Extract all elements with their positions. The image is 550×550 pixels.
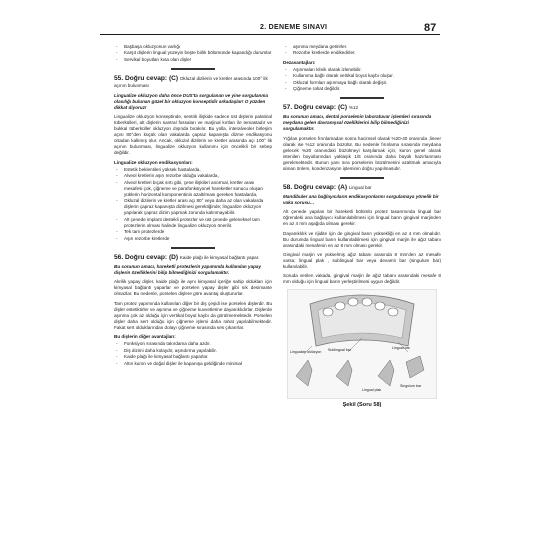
answer-55-intro: Lingualize okluzyon daha önce DUS'ta sorgulanan ve yine sorgulanma olasılığı bulunan güzel bir okluzyon konseptidir arkadaşlar! O yüzden dikkat diyoruz!: [114, 92, 268, 110]
advantages-list: [114, 341, 272, 367]
answer-58-intro: Mandibuler ana bağlayıcıların endikasyonlarını sorgulamaya yönelik bir vaka sorusu…: [283, 194, 439, 206]
list-item: - Diş dizimi daha kolaydır, aşındırma yapılabilir.: [114, 348, 272, 354]
disadvantages-list: [283, 67, 441, 93]
list-item: - aşınma meydana getirirler.: [283, 44, 441, 50]
answer-note: Kaide plağı ile kimyasal bağlantı yapar.: [179, 254, 260, 260]
section-divider: [171, 247, 215, 249]
answer-57-paragraph: Yığılan porselen fırınlamadan sonra hacimsel olarak %20-40 oranında ,lineer olarak ise %12 oranında büzülür. Bu nedenle fırınlama sırasında meydana gelecek %20 oranındaki büzülmeyi karşılamak için, kuron genel olarak istenilen boyutlarından yaklaşık 1/5 oranında daha büyük hazırlanması gerekmektedir. Bunun yanı sıra porselenin büzülmesini azaltmak amacıyla alınan önlem, kondenzasyon işleminin doğru yapılmasıdır.: [283, 135, 441, 171]
answer-58-paragraph: Dayanıklılık ve rijidite için de gingival barın yüksekliği en az 4 mm olmalıdır. Bu durumda lingual barın kullanılabilmesi için gingival marjin ile ağız tabanı arasındaki mesafenin en az 8 mm olması gerekir.: [283, 230, 441, 248]
answer-58-paragraph: Alt çenede yapılan bir hareketli bölümlü protez tasarımında lingual bar öğrendeki ana bağlayıcı kullanılabilmesi için lingual barın gingival marjinden en az 4 mm aşağıda olması gerekir.: [283, 209, 441, 227]
section-divider: [340, 177, 384, 179]
figure-label: Sublingual bar: [328, 348, 351, 353]
list-item: - Rezorbe kretlerde endikedirler.: [283, 50, 441, 56]
answer-55-heading: [114, 75, 272, 90]
answer-label: 58. Doğru cevap: (A): [283, 183, 348, 191]
answer-label: 55. Doğru cevap: (C): [114, 74, 179, 82]
list-item: - Karşıt dişlerin lingual yüzeyin beşte birlik bölümünde kapandığı durumlar: [114, 50, 272, 56]
answer-56-paragraph: Akrilik yapay dişler, kaide plağı ile aynı kimyasal içeriğe sahip oldukları için kimyasal bağlantı yaparlar ve porselen yapay dişler gibi sık desimante olmazlar. Bu nedenle, porselen dişlere göre avantaj oluştururlar.: [114, 279, 272, 297]
dental-arch-figure: [287, 289, 437, 399]
figure-label: Lingual bar: [392, 346, 410, 351]
list-item: - Altın kuron ve doğal dişler ile kapanışa geldiğinde minimal: [114, 361, 272, 367]
answer-58-heading: [283, 184, 441, 192]
list-item: - Servikal boyutları kısa olan dişler: [114, 57, 272, 63]
list-item: - Aşırı rezorbe kretlerde: [114, 236, 272, 242]
indications-list: [114, 167, 272, 242]
advantages-title: Bu dişlerin diğer avantajları:: [114, 334, 176, 339]
mandibular-arch-illustration: [288, 290, 436, 398]
list-item: - Kullanıma bağlı olarak vertikal boyut kaybı oluşur.: [283, 73, 441, 79]
list-item: - Okluzal formları aşınmaya bağlı olarak değişir.: [283, 80, 441, 86]
disadvantages-title: Dezavantajları:: [283, 59, 316, 65]
answer-label: 57. Doğru cevap: (C): [283, 103, 348, 111]
list-item: - Tek tam protezlerde: [114, 229, 272, 235]
header-rule: [100, 34, 440, 35]
list-item: - Kaide plağı ile kimyasal bağlantı yaparlar.: [114, 354, 272, 360]
right-column: [283, 44, 441, 408]
answer-56-paragraph: Tam protez yapımında kullanılan diğer bir diş çeşidi ise porselen dişlerdir. Bu dişler estetiktirler ve aşınma ve çiğneme kuvvetlerine dayanıklıdırlar. Dişlerde aşınma çok az olduğu için vertikal boyut kaybı da görülmemektedir. Porselen dişler daha sert olduğu için çiğneme işlemi daha rahat yapılabilmektedir. Fakat sert olduklarından dolayı çiğneme sırasında ses çıkarırlar.: [114, 300, 272, 330]
figure-label: Singulum bar: [400, 384, 422, 389]
answer-58-paragraph: Gingival marjin ve yükselmiş ağız tabanı arasında 8 mm'den az mesafe varsa; lingual plak , sublingual bar veya devamlı bar (singulum bar) kullanılabilir.: [283, 251, 441, 269]
answer-57-intro: Bu sorunun amacı, dental porselenin laboratuvar işlemleri sırasında meydana gelen davranışsal özelliklerini bilip bilmediğinizi sorgulamaktır.: [283, 114, 432, 132]
figure-label: Lingual plak: [362, 388, 382, 393]
figure-caption: Şekil (Soru 58): [342, 402, 382, 409]
figure-label: Lingualize oklüzyon: [290, 350, 322, 355]
answer-56-intro: Bu sorunun amacı, hareketli protezlerin yapımında kullanılan yapay dişlerin özelliklerini bilip bilmediğinizi sorgulamaktır.: [114, 264, 262, 276]
header-title: 2. DENEME SINAVI: [260, 24, 328, 31]
list-item: - Okluzal dizilerin ve kretler arası açı 80° veya daha az olan vakalarda dişlerin çapraz kapanışta dizilmesi gerektiğinde; lingualize okluzyon yapılarak çapraz dizim yapmak zorunda kalınmayabilir.: [114, 198, 272, 216]
right-top-bullets: [283, 44, 441, 57]
list-item: - Estetik beklentileri yüksek hastalarda,: [114, 167, 272, 173]
section-divider: [340, 97, 384, 99]
list-item: - Alt çenede implant destekli protezler ve üst çenede geleneksel tam protezlerin olması halinde lingualize okluzyon önerilir.: [114, 217, 272, 229]
page-number: 87: [424, 22, 437, 34]
answer-note: %12: [348, 104, 359, 110]
list-item: - Alveol kretlerin aşırı rezorbe olduğu vakalarda,: [114, 173, 272, 179]
list-item: - Alveol kretleri bıçak sırtı gibi, çene ilişkileri anormal, kretler arası mesafesi çok, çiğneme ve parafonksiyonel hareketler sonucu oluşan yüklerin horizontal komponentinin azaltılması gereken hastalarda,: [114, 180, 272, 198]
running-header: [100, 22, 440, 36]
list-item: - Aşınmaları klinik olarak izlenebilir.: [283, 67, 441, 73]
list-item: - Başbaşa okluzyonun varlığı: [114, 44, 272, 50]
indications-title: Lingualize okluzyon endikasyonları:: [114, 159, 193, 165]
answer-label: 56. Doğru cevap: (D): [114, 253, 179, 261]
answer-note: Lingual bar: [348, 184, 372, 190]
answer-note: Okluzal dizilerin ve kretler arasında 100° lik açının bulunması: [114, 75, 268, 89]
answer-56-heading: [114, 254, 272, 262]
answer-57-heading: [283, 104, 441, 112]
list-item: - Fonksiyon sırasında takırdama daha azdır.: [114, 341, 272, 347]
list-item: - Çiğneme rahat değildir.: [283, 86, 441, 92]
answer-58-paragraph: Soruda verilen vakada, gingival marjin ile ağız tabanı arasındaki mesafe 8 mm olduğu için lingual barın yerleştirilmesi uygun değildir.: [283, 273, 441, 285]
left-column: [114, 44, 272, 370]
answer-55-paragraph: Lingualize okluzyon konseptinde, sentrik ilişkide sadece üst dişlerin palatinal tüberkülleri, alt dişlerin santral fossaları ve marjinal kırtları ile temastadır ve bukkal tüberküller okluzyon dışında bırakılır. Bu yolla, interalveoler birleşim açısı 80°den küçük olan vakalarda çapraz kapanışta dizme endikasyonu ortadan kalkmış olur. Ancak, okluzal dizilerin ve kretler arasında açı 100° lik açının bulunması, lingualize okluzyon kullanımı için öncelikli bir sebep değildir.: [114, 113, 272, 156]
section-divider: [171, 68, 215, 70]
left-top-bullets: [114, 44, 272, 63]
